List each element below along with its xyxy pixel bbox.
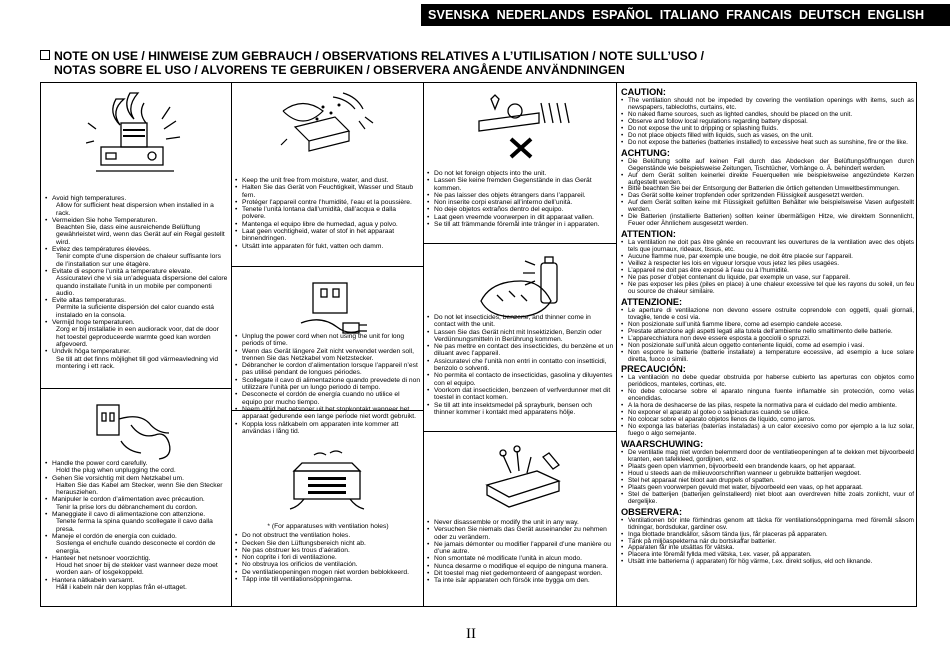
- note-item: • Dit toestel mag niet gedemonteerd of aangepast worden.: [427, 570, 614, 577]
- caution-item: • Placera inte föremål fyllda med vätska, t.ex. vaser, på apparaten.: [621, 552, 914, 559]
- note-item: • Voorkom dat insecticiden, benzeen of verfverdunner met dit toestel in contact komen.: [427, 387, 614, 402]
- caution-item: • No naked flame sources, such as lighted candles, should be placed on the unit.: [621, 112, 914, 119]
- caution-heading: ATTENTION:: [621, 229, 676, 240]
- note-item: [45, 475, 229, 497]
- caution-item: • Observe and follow local regulations regarding battery disposal.: [621, 119, 914, 126]
- caution-item: • Apparaten får inte utsättas för vätska.: [621, 545, 914, 552]
- note-item: • No deje objetos extraños dentro del equipo.: [427, 206, 614, 213]
- caution-list: [621, 375, 914, 438]
- grid-divider: [423, 431, 616, 432]
- note-item: • Never disassemble or modify the unit in any way.: [427, 519, 614, 526]
- language-label: ENGLISH: [867, 8, 925, 22]
- caution-item: • Aucune flamme nue, par exemple une bougie, ne doit être placée sur l’appareil.: [621, 254, 914, 261]
- caution-item: • Plaats geen open vlammen, bijvoorbeeld een brandende kaars, op het apparaat.: [621, 464, 914, 471]
- caution-heading: ACHTUNG:: [621, 147, 670, 158]
- grid-divider: [616, 83, 617, 606]
- note-item: [45, 511, 229, 533]
- caution-item: • Houd u steeds aan de milieuvoorschriften wanneer u gebruikte batterijen wegdoet.: [621, 471, 914, 478]
- caution-item: • A la hora de deshacerse de las pilas, respete la normativa para el cuidado del medio ambiente.: [621, 403, 914, 410]
- foreign-objects-notes: [427, 170, 614, 228]
- title-line-2: NOTAS SOBRE EL USO / ALVORENS TE GEBRUIKEN / OBSERVERA ANGÅENDE ANVÄNDNINGEN: [54, 63, 625, 77]
- note-main: • Avoid high temperatures.: [52, 195, 127, 202]
- note-sub: Tenir la prise lors du débranchement du cordon.: [56, 503, 198, 511]
- note-main: • Evite altas temperaturas.: [52, 297, 126, 305]
- caution-item: • No exponga las baterías (baterías instaladas) a un calor excesivo como por ejemplo a la luz solar, fuego o algo semejante.: [621, 424, 914, 438]
- caution-item: • Non posizionate sull’unità alcun oggetto contenente liquidi, come ad esempio i vasi.: [621, 343, 914, 350]
- caution-list: [621, 518, 914, 567]
- caution-item: • Die Batterien (installierte Batterien) sollten keiner übermäßigen Hitze, wie direktem Sonnenlicht, Feuer oder Ähnlichem ausgesetzt werden.: [621, 214, 914, 228]
- note-item: • Desconecte el cordón de energía cuando no utilice el equipo por mucho tiempo.: [235, 391, 421, 406]
- caution-heading: OBSERVERA:: [621, 506, 683, 517]
- caution-item: • Stel de batterijen (batterijen geïnstalleerd) niet bloot aan overdreven hitte zoals zonlicht, vuur of dergelijke.: [621, 492, 914, 506]
- note-item: [45, 555, 229, 577]
- note-sub: Houd het snoer bij de stekker vast wanneer deze moet worden aan- of losgekoppeld.: [56, 562, 218, 577]
- power-cord-notes: [45, 460, 229, 591]
- caution-item: • Ne pas poser d’objet contenant du liquide, par exemple un vase, sur l’appareil.: [621, 275, 914, 282]
- note-item: • Se till att inte insektsmedel på sprayburk, bensen och thinner kommer i kontakt med apparatens hölje.: [427, 402, 614, 417]
- note-main: • Evitate di esporre l’unità a temperature elevate.: [52, 267, 193, 275]
- note-item: [45, 217, 229, 246]
- note-item: [45, 195, 229, 217]
- title-line-1: NOTE ON USE / HINWEISE ZUM GEBRAUCH / OBSERVATIONS RELATIVES A L’UTILISATION / NOTE SULL’USO /: [54, 49, 705, 63]
- note-item: • Ne pas obstruer les trous d’aération.: [235, 547, 421, 554]
- caution-heading: PRECAUCIÓN:: [621, 364, 686, 375]
- heat-notes: [45, 195, 229, 370]
- ventilation-illustration: [284, 449, 374, 519]
- note-item: • Laat geen vreemde voorwerpen in dit apparaat vallen.: [427, 214, 614, 221]
- note-sub: Håll i kabeln när den kopplas från el-uttaget.: [56, 584, 187, 592]
- note-item: [45, 268, 229, 297]
- note-item: • Laat geen vochtigheid, water of stof in het apparaat binnendringen.: [235, 228, 421, 243]
- note-sub: Assicuratevi che vi sia un’adeguata dispersione del calore quando installate l’unità in un mobile per componenti audio.: [56, 275, 228, 297]
- language-label: SVENSKA: [428, 8, 490, 22]
- language-label: ITALIANO: [659, 8, 720, 22]
- caution-item: • Do not place objects filled with liquids, such as vases, on the unit.: [621, 133, 914, 140]
- caution-item: • Non esporre le batterie (batterie installate) a temperature eccessive, ad esempio a luce solare diretta, fuoco o simili.: [621, 350, 914, 364]
- note-main: • Undvik höga temperaturer.: [52, 348, 131, 356]
- moisture-notes: [235, 177, 421, 250]
- note-main: • Manipuler le cordon d’alimentation avec précaution.: [52, 496, 205, 504]
- caution-item: • No colocar sobre el aparato objetos llenos de líquido, como jarros.: [621, 417, 914, 424]
- note-item: • Non coprite i fori di ventilazione.: [235, 554, 421, 561]
- note-main: • Vermijd hoge temperaturen.: [52, 319, 135, 327]
- note-item: • Decken Sie den Lüftungsbereich nicht ab.: [235, 540, 421, 547]
- note-item: • Nunca desarme o modifique el equipo de ninguna manera.: [427, 563, 614, 570]
- note-main: • Maneggiate il cavo di alimentazione con attenzione.: [52, 511, 206, 519]
- page-title: [40, 49, 920, 77]
- caution-item: • Veillez à respecter les lois en vigueur lorsque vous jetez les piles usagées.: [621, 261, 914, 268]
- caution-item: • Das Gerät sollte keiner tropfenden oder spritzenden Flüssigkeit ausgesetzt werden.: [621, 193, 914, 200]
- checkbox-icon: [40, 50, 50, 60]
- note-item: • Protéger l’appareil contre l’humidité, l’eau et la poussière.: [235, 199, 421, 206]
- note-sub: Sostenga el enchufe cuando desconecte el cordón de energía.: [56, 540, 216, 555]
- note-item: • Wenn das Gerät längere Zeit nicht verwendet werden soll, trennen Sie das Netzkabel vom Netzstecker.: [235, 348, 421, 363]
- caution-item: • La ventilación no debe quedar obstruida por haberse cubierto las aperturas con objetos como periódicos, manteles, cortinas, etc.: [621, 375, 914, 389]
- note-sub: Allow for sufficient heat dispersion when installed in a rack.: [56, 202, 214, 217]
- caution-item: • Le aperture di ventilazione non devono essere ostruite coprendole con oggetti, quali giornali, tovaglie, tende e così via.: [621, 308, 914, 322]
- caution-item: • Do not expose the batteries (batteries installed) to excessive heat such as sunshine, fire or the like.: [621, 140, 914, 147]
- note-item: • Neem altijd het netsnoer uit het stopkontakt wanneer het apparaat gedurende een lange periode niet wordt gebruikt.: [235, 406, 421, 421]
- caution-item: • Ventilationen bör inte förhindras genom att täcka för ventilationsöppningarna med föremål såsom tidningar, bordsdukar, gardiner osv.: [621, 518, 914, 532]
- note-item: • Keep the unit free from moisture, water, and dust.: [235, 177, 421, 184]
- caution-list: [621, 159, 914, 229]
- note-item: • Scollegate il cavo di alimentazione quando prevedete di non utilizzare l’unità per un lungo periodo di tempo.: [235, 377, 421, 392]
- caution-item: • Tänk på miljöaspekterna när du bortskaffar batterier.: [621, 539, 914, 546]
- note-item: • Ne jamais démonter ou modifier l’appareil d’une manière ou d’une autre.: [427, 541, 614, 556]
- caution-item: • Stel het apparaat niet bloot aan druppels of spatten.: [621, 478, 914, 485]
- grid-divider: [41, 388, 231, 389]
- note-item: • Do not obstruct the ventilation holes.: [235, 532, 421, 539]
- caution-item: • Ne pas exposer les piles (piles en place) à une chaleur excessive tel que les rayons du soleil, un feu ou source de chaleur similaire.: [621, 282, 914, 296]
- note-item: [45, 319, 229, 348]
- page-number: II: [466, 626, 476, 642]
- note-item: • Tenete l’unità lontana dall’umidità, dall’acqua e dalla polvere.: [235, 206, 421, 221]
- language-bar: [421, 4, 950, 26]
- grid-divider: [231, 266, 423, 267]
- note-sub: Beachten Sie, dass eine ausreichende Belüftung gewährleistet wird, wenn das Gerät auf ein Regal gestellt wird.: [56, 224, 225, 246]
- note-item: [45, 460, 229, 475]
- disassemble-illustration: [473, 445, 573, 517]
- unplug-notes: [235, 333, 421, 435]
- caution-list: [621, 98, 914, 147]
- note-item: • Lassen Sie keine fremden Gegenstände in das Gerät kommen.: [427, 177, 614, 192]
- note-item: • Non inserite corpi estranei all’interno dell’unità.: [427, 199, 614, 206]
- moisture-illustration: [273, 91, 383, 171]
- note-item: [45, 496, 229, 511]
- note-item: • Koppla loss nätkabeln om apparaten inte kommer att användas i lång tid.: [235, 421, 421, 436]
- note-item: • Ta inte isär apparaten och försök inte bygga om den.: [427, 577, 614, 584]
- notes-grid: [40, 82, 917, 607]
- note-item: • No permita el contacto de insecticidas, gasolina y diluyentes con el equipo.: [427, 372, 614, 387]
- note-item: • Ne pas mettre en contact des insecticides, du benzène et un diluant avec l’appareil.: [427, 343, 614, 358]
- language-label: NEDERLANDS: [496, 8, 586, 22]
- ventilation-notes: [235, 523, 421, 583]
- note-item: • Lassen Sie das Gerät nicht mit Insektiziden, Benzin oder Verdünnungsmitteln in Berührung kommen.: [427, 329, 614, 344]
- note-sub: Hold the plug when unplugging the cord.: [56, 467, 176, 475]
- note-item: • No obstruya los orificios de ventilación.: [235, 561, 421, 568]
- language-label: FRANCAIS: [726, 8, 792, 22]
- heat-illustration: [86, 89, 186, 189]
- note-sub: Permite la suficiente dispersión del calor cuando está instalado en la consola.: [56, 304, 214, 319]
- caution-list: [621, 240, 914, 296]
- note-item: [45, 577, 229, 592]
- caution-item: • Utsätt inte batterierna (i apparaten) för hög värme, t.ex. direkt solljus, eld och liknande.: [621, 559, 914, 566]
- note-main: • Handle the power cord carefully.: [52, 460, 148, 467]
- note-main: • Evitez des températures élevées.: [52, 246, 151, 254]
- caution-item: • Plaats geen voorwerpen gevuld met water, bijvoorbeeld een vaas, op het apparaat.: [621, 485, 914, 492]
- note-item: • Halten Sie das Gerät von Feuchtigkeit, Wasser und Staub fern.: [235, 184, 421, 199]
- foreign-objects-illustration: [471, 89, 581, 169]
- note-sub: Zorg er bij installatie in een audiorack voor, dat de door het toestel geproduceerde warmte goed kan worden afgevoerd.: [56, 326, 219, 348]
- note-item: [45, 533, 229, 555]
- note-item: • Do not let insecticides, benzene, and thinner come in contact with the unit.: [427, 314, 614, 329]
- note-item: • Ne pas laisser des objets étrangers dans l’appareil.: [427, 192, 614, 199]
- insecticide-notes: [427, 314, 614, 416]
- caution-item: • Auf dem Gerät sollten keine mit Flüssigkeit gefüllten Behälter wie beispielsweise Vasen aufgestellt werden.: [621, 200, 914, 214]
- language-label: ESPAÑOL: [592, 8, 653, 22]
- caution-item: • Prestate attenzione agli aspetti legati alla tutela dell’ambiente nello smaltimento delle batterie.: [621, 329, 914, 336]
- caution-item: • La ventilation ne doit pas être gênée en recouvrant les ouvertures de la ventilation avec des objets tels que journaux, rideaux, tissus, etc.: [621, 240, 914, 254]
- caution-item: • Bitte beachten Sie bei der Entsorgung der Batterien die örtlich geltenden Umweltbestimmungen.: [621, 186, 914, 193]
- grid-divider: [423, 243, 616, 244]
- caution-item: • Do not expose the unit to dripping or splashing fluids.: [621, 126, 914, 133]
- caution-heading: ATTENZIONE:: [621, 296, 683, 307]
- caution-item: • Inga blottade brandkällor, såsom tända ljus, får placeras på apparaten.: [621, 532, 914, 539]
- caution-item: • Non posizionate sull’unità fiamme libere, come ad esempio candele accese.: [621, 322, 914, 329]
- caution-heading: CAUTION:: [621, 87, 666, 97]
- power-cord-illustration: [91, 395, 186, 465]
- note-main: • Hantera nätkabeln varsamt.: [52, 576, 135, 584]
- note-item: • Non smontate né modificate l’unità in alcun modo.: [427, 555, 614, 562]
- note-item: • De ventilatieopeningen mogen niet worden beblokkeerd.: [235, 569, 421, 576]
- note-sub: Tenete ferma la spina quando scollegate il cavo dalla presa.: [56, 518, 213, 533]
- note-sub: Halten Sie das Kabel am Stecker, wenn Sie den Stecker herausziehen.: [56, 481, 223, 497]
- note-item: [45, 246, 229, 268]
- note-item: • Täpp inte till ventilationsöppningarna.: [235, 576, 421, 583]
- caution-item: • The ventilation should not be impeded by covering the ventilation openings with items, such as newspapers, tablecloths, curtains, etc.: [621, 98, 914, 112]
- disassemble-notes: [427, 519, 614, 585]
- caution-list: [621, 308, 914, 364]
- caution-list: [621, 450, 914, 506]
- caution-item: • No debe colocarse sobre el aparato ninguna fuente inflamable sin protección, como velas encendidas.: [621, 389, 914, 403]
- caution-heading: WAARSCHUWING:: [621, 439, 704, 450]
- note-item: • Assicuratevi che l’unità non entri in contatto con insetticidi, benzolo o solventi.: [427, 358, 614, 373]
- language-label: DEUTSCH: [798, 8, 861, 22]
- note-sub: Tenir compte d’une dispersion de chaleur suffisante lors de l’installation sur une étagère.: [56, 253, 221, 268]
- note-item: [45, 348, 229, 370]
- grid-divider: [423, 83, 424, 606]
- note-item: • Versuchen Sie niemals das Gerät auseinander zu nehmen oder zu verändern.: [427, 526, 614, 541]
- ventilation-caption: * (For apparatuses with ventilation holes): [267, 523, 389, 530]
- note-item: • Mantenga el equipo libre de humedad, agua y polvo.: [235, 221, 421, 228]
- caution-item: • No exponer el aparato al goteo o salpicaduras cuando se utilice.: [621, 410, 914, 417]
- note-item: • Do not let foreign objects into the unit.: [427, 170, 614, 177]
- caution-column: [621, 86, 914, 566]
- note-main: • Gehen Sie vorsichtig mit dem Netzkabel um.: [52, 474, 184, 482]
- caution-item: • Die Belüftung sollte auf keinen Fall durch das Abdecken der Belüftungsöffnungen durch Gegenstände wie beispielsweise Zeitungen, Tischtücher, Vorhänge o. Ä. behindert werden.: [621, 159, 914, 173]
- note-item: • Utsätt inte apparaten för fukt, vatten och damm.: [235, 243, 421, 250]
- note-item: • Se till att främmande föremål inte tränger in i apparaten.: [427, 221, 614, 228]
- caution-item: • L’appareil ne doit pas être exposé à l’eau ou à l’humidité.: [621, 268, 914, 275]
- caution-item: • L’apparecchiatura non deve essere esposta a gocciolii o spruzzi.: [621, 336, 914, 343]
- note-main: • Maneje el cordón de energía con cuidado.: [52, 532, 177, 540]
- grid-divider: [231, 83, 232, 606]
- note-main: • Vermeiden Sie hohe Temperaturen.: [52, 216, 158, 224]
- caution-item: • De ventilatie mag niet worden belemmerd door de ventilatieopeningen af te dekken met bijvoorbeeld kranten, een tafelkleed, gordijnen, enz.: [621, 450, 914, 464]
- note-item: [45, 297, 229, 319]
- caution-item: • Auf dem Gerät sollten keinerlei direkte Feuerquellen wie beispielsweise angezündete Kerzen aufgestellt werden.: [621, 173, 914, 187]
- note-item: • Unplug the power cord when not using the unit for long periods of time.: [235, 333, 421, 348]
- note-item: • Débrancher le cordon d’alimentation lorsque l’appareil n’est pas utilisé pendant de longues périodes.: [235, 362, 421, 377]
- note-main: • Hanteer het netsnoer voorzichtig.: [52, 554, 151, 562]
- note-sub: Se till att det finns möjlighet till god värmeavledning vid montering i ett rack.: [56, 355, 219, 370]
